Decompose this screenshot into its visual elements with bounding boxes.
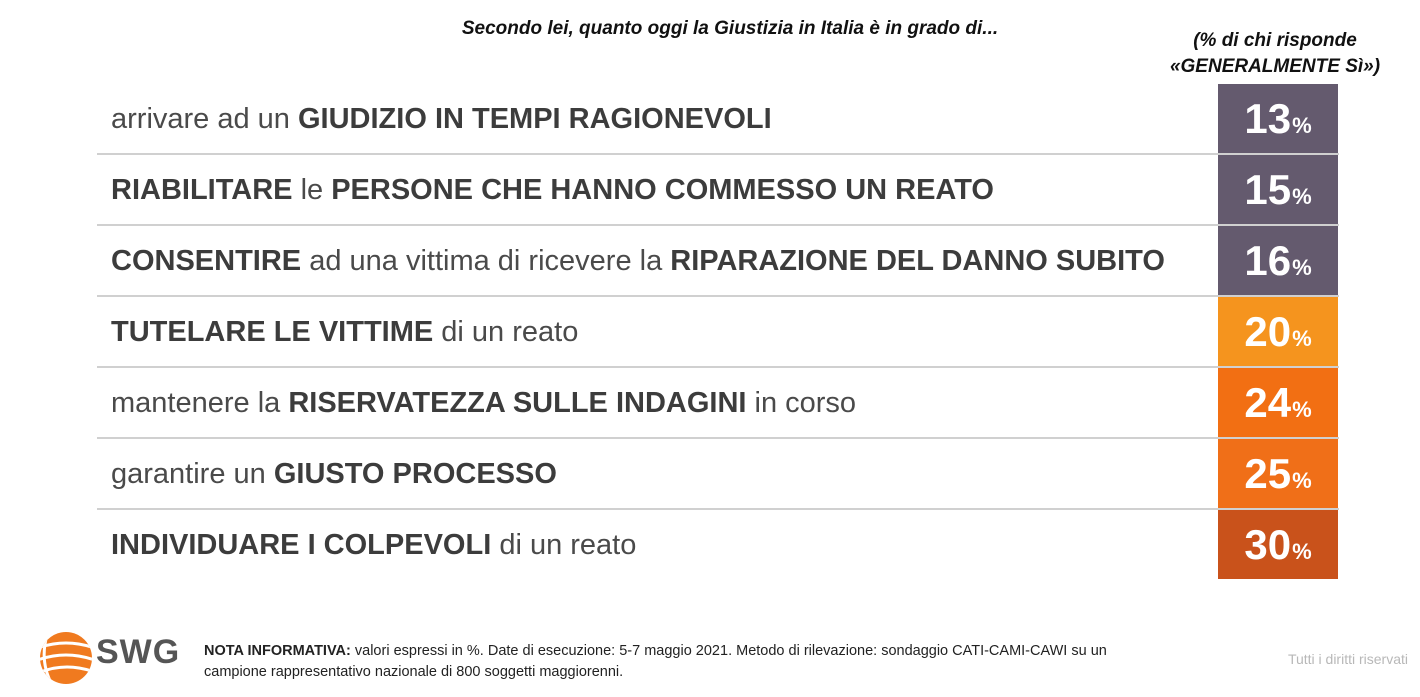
value-box — [1218, 84, 1338, 153]
row-label-bold: GIUSTO PROCESSO — [273, 458, 557, 490]
value-number: 24 — [1244, 378, 1292, 426]
row-label-regular: di un reato — [433, 316, 579, 348]
table-row — [97, 510, 1339, 581]
table-row — [97, 84, 1339, 155]
row-label — [111, 510, 636, 581]
row-label-regular: di un reato — [491, 529, 637, 561]
column-header-line2: «GENERALMENTE Sì») — [1169, 56, 1381, 77]
value-number: 25 — [1244, 449, 1292, 497]
value-unit: % — [1292, 183, 1312, 209]
row-label-bold: CONSENTIRE — [111, 245, 302, 277]
row-label-bold: RIABILITARE — [111, 174, 293, 206]
table-row — [97, 439, 1339, 510]
row-label — [111, 155, 994, 226]
value-box — [1218, 297, 1338, 366]
table-row — [97, 155, 1339, 226]
value-number: 15 — [1244, 165, 1292, 213]
value-box — [1218, 368, 1338, 437]
value-number: 13 — [1244, 94, 1292, 142]
value-unit: % — [1292, 538, 1312, 564]
column-header-line1: (% di chi risponde — [1193, 30, 1357, 51]
row-label-bold: GIUDIZIO IN TEMPI RAGIONEVOLI — [298, 103, 772, 135]
row-label — [111, 368, 856, 439]
note-text: valori espressi in %. Date di esecuzione: 5-7 maggio 2021. Metodo di rilevazione: sondaggio CATI-CAMI-CAWI su un campione rappresentativo nazionale di 800 soggetti maggiorenni. — [204, 643, 1107, 680]
chart-title: Secondo lei, quanto oggi la Giustizia in Italia è in grado di... — [461, 18, 999, 39]
table-row — [97, 368, 1339, 439]
value-unit: % — [1292, 325, 1312, 351]
row-label-regular: mantenere la — [111, 387, 289, 419]
table-row — [97, 226, 1339, 297]
row-label — [111, 226, 1165, 297]
value-box — [1218, 510, 1338, 579]
brand-name: SWG — [96, 633, 181, 671]
row-label — [111, 84, 772, 155]
row-label-regular: ad una vittima di ricevere la — [301, 245, 671, 277]
value-number: 20 — [1244, 307, 1292, 355]
copyright-text: Tutti i diritti riservati — [1287, 651, 1408, 667]
column-header — [1140, 28, 1410, 80]
value-box — [1218, 155, 1338, 224]
table-row — [97, 297, 1339, 368]
results-table — [97, 84, 1339, 581]
row-label-bold: RIPARAZIONE DEL DANNO SUBITO — [670, 245, 1165, 277]
note-label: NOTA INFORMATIVA: — [204, 643, 351, 659]
row-label-regular: garantire un — [111, 458, 274, 490]
value-unit: % — [1292, 396, 1312, 422]
value-number: 16 — [1244, 236, 1292, 284]
value-box — [1218, 226, 1338, 295]
value-number: 30 — [1244, 520, 1292, 568]
row-label-bold: RISERVATEZZA SULLE INDAGINI — [288, 387, 747, 419]
row-label — [111, 297, 578, 368]
row-label-bold: INDIVIDUARE I COLPEVOLI — [111, 529, 492, 561]
value-unit: % — [1292, 112, 1312, 138]
row-label-regular: arrivare ad un — [111, 103, 298, 135]
value-unit: % — [1292, 254, 1312, 280]
row-label-regular: in corso — [746, 387, 857, 419]
row-label — [111, 439, 557, 510]
footer-note — [204, 641, 1164, 683]
row-label-regular: le — [292, 174, 332, 206]
value-unit: % — [1292, 467, 1312, 493]
row-label-bold: PERSONE CHE HANNO COMMESSO UN REATO — [331, 174, 994, 206]
value-box — [1218, 439, 1338, 508]
row-label-bold: TUTELARE LE VITTIME — [111, 316, 434, 348]
